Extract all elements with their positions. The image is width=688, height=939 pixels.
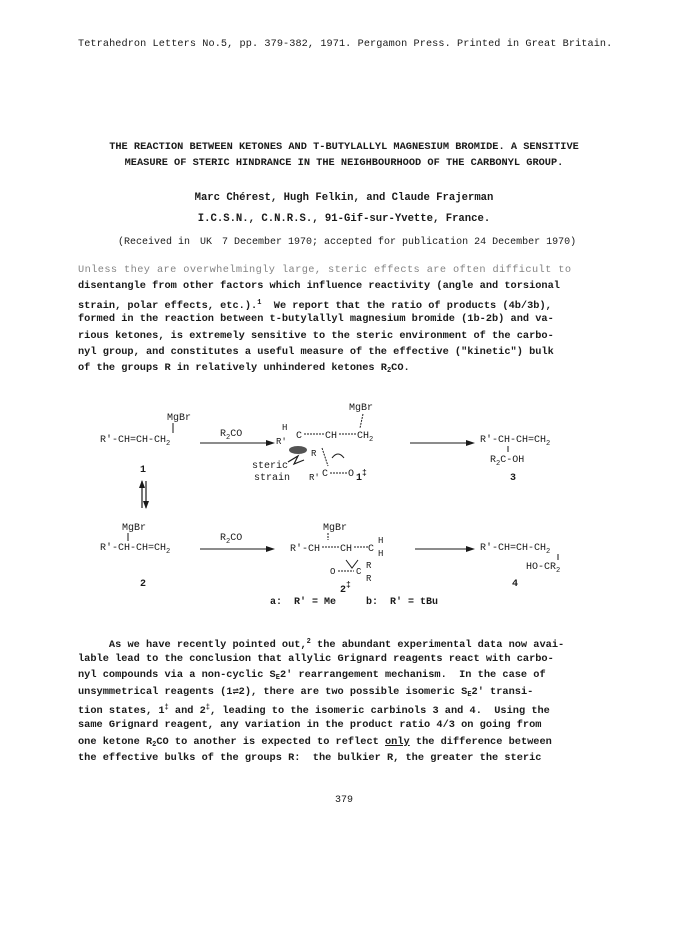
ts2-h-top: H bbox=[378, 536, 384, 546]
abstract-line bbox=[78, 295, 618, 311]
ts1-ring-r: R bbox=[311, 449, 317, 459]
compound-2-label: 2 bbox=[140, 579, 147, 590]
ts1-h: H bbox=[282, 423, 288, 433]
mgbr-label-2: MgBr bbox=[122, 523, 147, 534]
reaction-scheme bbox=[70, 388, 630, 618]
compound-3-label: 3 bbox=[510, 473, 517, 484]
body-line: same Grignard reagent, any variation in the product ratio 4/3 on going from bbox=[78, 718, 542, 731]
ts2-ring-o: O bbox=[330, 567, 336, 577]
reagent-2-formula: $R'-CH-CH=CH_2$ bbox=[100, 543, 171, 556]
article-title-line-1: THE REACTION BETWEEN KETONES AND T-BUTYLALLYL MAGNESIUM BROMIDE. A SENSITIVE bbox=[109, 141, 579, 153]
body-line: the effective bulks of the groups R: the bulkier R, the greater the steric bbox=[78, 752, 542, 765]
ts2-mgbr: MgBr bbox=[323, 523, 348, 534]
mgbr-label: MgBr bbox=[167, 413, 192, 424]
body-line: nyl compounds via a non-cyclic $S_E2'$ rearrangement mechanism. In the case of bbox=[78, 669, 546, 683]
compound-4-label: 4 bbox=[512, 579, 519, 590]
steric-label: steric bbox=[252, 461, 289, 472]
product-4-line1: $R'-CH=CH-CH_2$ bbox=[480, 543, 551, 556]
reagent-1-formula: $R'-CH=CH-CH_2$ bbox=[100, 435, 171, 448]
ts1-mgbr: MgBr bbox=[349, 403, 374, 414]
r2co-label-top: $R_2CO$ bbox=[220, 429, 243, 442]
abstract-line: rious ketones, is extremely sensitive to the steric environment of the carbo- bbox=[78, 329, 554, 342]
product-3-line2: $R_2C-OH$ bbox=[490, 455, 525, 468]
abstract-line: nyl group, and constitutes a useful measure of the effective ("kinetic") bulk bbox=[78, 345, 554, 358]
ts1-ring-c: C bbox=[322, 469, 329, 480]
compound-1-label: 1 bbox=[140, 465, 147, 476]
abstract-line: Unless they are overwhelmingly large, steric effects are often difficult to bbox=[78, 264, 572, 276]
ts2-ch: CH bbox=[340, 544, 353, 555]
abstract-line bbox=[78, 360, 618, 376]
authors: Marc Chérest, Hugh Felkin, and Claude Frajerman bbox=[194, 192, 494, 204]
journal-header: Tetrahedron Letters No.5, pp. 379-382, 1971. Pergamon Press. Printed in Great Britain. bbox=[78, 39, 613, 50]
received-country: UK bbox=[200, 237, 213, 248]
ts2-c: C bbox=[368, 544, 375, 555]
subscript: 2 bbox=[386, 367, 392, 376]
ts2-r-ch: R'-CH bbox=[290, 544, 321, 555]
ts2-ring-r2: R bbox=[366, 574, 372, 584]
ts2-ring-r1: R bbox=[366, 561, 372, 571]
ts2-ring-c: C bbox=[356, 567, 362, 577]
body-line: unsymmetrical reagents (1⇌2), there are two possible isomeric $S_E2'$ transi- bbox=[78, 685, 534, 699]
ts1-ring-r-prime: R' bbox=[309, 473, 320, 483]
abstract-paragraph bbox=[78, 262, 618, 377]
ts1-r-prime: R' bbox=[276, 437, 287, 447]
r2co-label-bottom: $R_2CO$ bbox=[220, 533, 243, 546]
ts1-ch: CH bbox=[325, 431, 338, 442]
ts1-ring-o: O bbox=[348, 469, 355, 480]
body-line: lable lead to the conclusion that allylic Grignard reagents react with carbo- bbox=[78, 652, 554, 665]
received-dates: 7 December 1970; accepted for publication 24 December 1970) bbox=[222, 237, 577, 248]
abstract-line-start: strain, polar effects, etc.). bbox=[78, 299, 258, 312]
strain-label: strain bbox=[254, 473, 291, 484]
ts2-h-bottom: H bbox=[378, 549, 384, 559]
product-4-line2: $HO-CR_2$ bbox=[526, 562, 561, 575]
body-line: tion states, 1‡ and 2‡, leading to the isomeric carbinols 3 and 4. Using the bbox=[78, 704, 550, 718]
body-paragraph bbox=[78, 634, 623, 767]
body-line: As we have recently pointed out,$^2$ the abundant experimental data now avai- bbox=[108, 638, 565, 651]
body-line: one ketone $R_2CO$ to another is expected to reflect only the difference between bbox=[78, 735, 552, 749]
ts1-c: C bbox=[296, 431, 303, 442]
ts1-label: 1‡ bbox=[356, 469, 367, 484]
article-title-line-2: MEASURE OF STERIC HINDRANCE IN THE NEIGHBOURHOOD OF THE CARBONYL GROUP. bbox=[124, 157, 564, 169]
abstract-line: formed in the reaction between t-butylallyl magnesium bromide (1b-2b) and va- bbox=[78, 313, 554, 326]
abstract-line-start: of the groups R in relatively unhindered ketones R bbox=[78, 362, 387, 375]
abstract-line: disentangle from other factors which influence reactivity (angle and torsional bbox=[78, 280, 560, 293]
received-line bbox=[118, 237, 576, 248]
abstract-line-end: CO. bbox=[391, 362, 410, 375]
abstract-line-end: We report that the ratio of products (4b/3b), bbox=[273, 299, 552, 312]
product-3-line1: $R'-CH-CH=CH_2$ bbox=[480, 435, 551, 448]
scheme-legend: a: R' = Me b: R' = tBu bbox=[270, 597, 439, 608]
ts1-ch2: $CH_2$ bbox=[357, 431, 374, 444]
ts2-label: 2‡ bbox=[340, 581, 351, 596]
footnote-ref: 1 bbox=[257, 298, 262, 307]
page-number: 379 bbox=[334, 795, 353, 806]
affiliation: I.C.S.N., C.N.R.S., 91-Gif-sur-Yvette, France. bbox=[197, 213, 491, 225]
received-prefix: (Received in bbox=[118, 237, 191, 248]
